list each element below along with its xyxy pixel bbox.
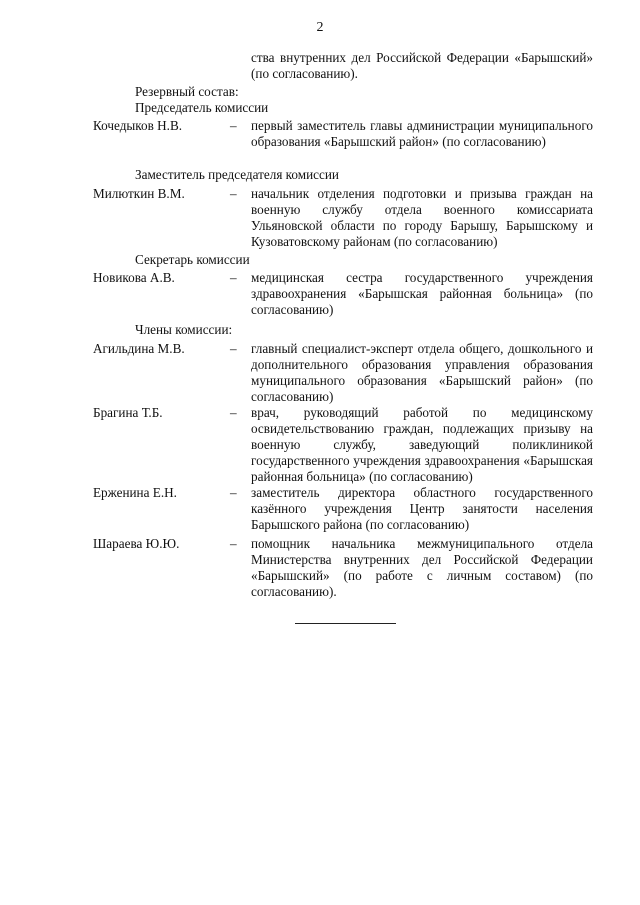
- member-name: Брагина Т.Б.: [93, 405, 163, 420]
- section-heading-secretary: Секретарь комиссии: [135, 252, 250, 267]
- member-name: Агильдина М.В.: [93, 341, 185, 356]
- member-description: медицинская сестра государственного учреждения здравоохранения «Барышская районная больница» (по согласованию): [251, 270, 593, 317]
- reserve-heading: Резервный состав:: [135, 84, 239, 99]
- member-description: врач, руководящий работой по медицинскому освидетельствованию граждан, подлежащих призыву на военную службу, заведующий поликлиникой государственного учреждения здравоохранения «Барышская районная больница» (по согласованию): [251, 405, 593, 484]
- section-heading-members: Члены комиссии:: [135, 322, 233, 337]
- dash-separator: –: [230, 485, 237, 500]
- member-description: заместитель директора областного государственного казённого учреждения Центр занятости населения Барышского района (по согласованию): [251, 485, 593, 532]
- member-description: первый заместитель главы администрации муниципального образования «Барышский район» (по согласованию): [251, 118, 593, 149]
- member-name: Ерженина Е.Н.: [93, 485, 177, 500]
- member-description: главный специалист-эксперт отдела общего, дошкольного и дополнительного образования управления образования муниципального образования «Барышский район» (по согласованию): [251, 341, 593, 404]
- dash-separator: –: [230, 118, 237, 133]
- member-name: Шараева Ю.Ю.: [93, 536, 180, 551]
- member-name: Кочедыков Н.В.: [93, 118, 183, 133]
- section-heading-deputy: Заместитель председателя комиссии: [135, 167, 339, 182]
- closing-line: [295, 623, 396, 624]
- member-description: помощник начальника межмуниципального отдела Министерства внутренних дел Российской Федерации «Барышский» (по работе с личным составом) (по согласованию).: [251, 536, 593, 599]
- dash-separator: –: [230, 405, 237, 420]
- dash-separator: –: [230, 536, 237, 551]
- member-name: Милюткин В.М.: [93, 186, 185, 201]
- dash-separator: –: [230, 186, 237, 201]
- dash-separator: –: [230, 341, 237, 356]
- dash-separator: –: [230, 270, 237, 285]
- section-heading-chairman: Председатель комиссии: [135, 100, 269, 115]
- member-description: начальник отделения подготовки и призыва граждан на военную службу отдела военного комиссариата Ульяновской области по городу Барышу, Барышскому и Кузоватовскому районам (по согласованию): [251, 186, 593, 249]
- continuation-text: ства внутренних дел Российской Федерации «Барышский» (по согласованию).: [251, 50, 593, 81]
- page-number: 2: [316, 20, 324, 35]
- member-name: Новикова А.В.: [93, 270, 175, 285]
